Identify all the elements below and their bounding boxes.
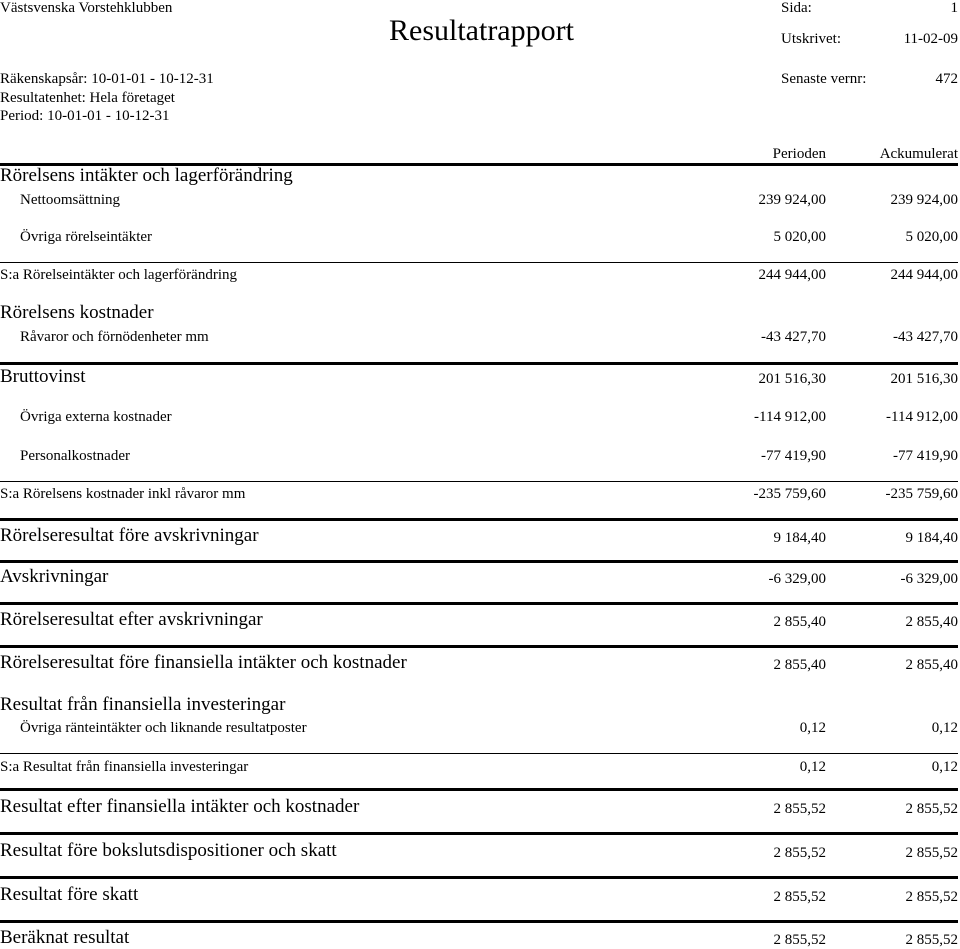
row-value-period: 201 516,30 — [758, 371, 826, 387]
row-label: Råvaror och förnödenheter mm — [20, 329, 209, 345]
row-label: Nettoomsättning — [20, 192, 120, 208]
section-divider — [0, 832, 958, 835]
row-label: Personalkostnader — [20, 448, 130, 464]
row-value-period: 2 855,52 — [773, 801, 826, 817]
row-value-period: 0,12 — [799, 759, 826, 775]
row-value-period: 244 944,00 — [758, 267, 826, 283]
row-value-accumulated: 239 924,00 — [890, 192, 958, 208]
last-vernr-value: 472 — [935, 71, 958, 87]
row-label: Resultat före bokslutsdispositioner och skatt — [0, 840, 337, 861]
table-row — [0, 650, 960, 674]
row-value-period: 2 855,40 — [773, 614, 826, 630]
row-label: Beräknat resultat — [0, 927, 130, 948]
printed-label: Utskrivet: — [781, 31, 841, 47]
row-label: Rörelsens intäkter och lagerförändring — [0, 165, 293, 186]
report-period: Period: 10-01-01 - 10-12-31 — [0, 108, 170, 124]
row-value-accumulated: 244 944,00 — [890, 267, 958, 283]
row-label: Rörelseresultat före avskrivningar — [0, 525, 259, 546]
column-header-accumulated: Ackumulerat — [879, 146, 958, 162]
last-vernr-label: Senaste vernr: — [781, 71, 867, 87]
table-row — [0, 838, 960, 862]
row-label: S:a Rörelseintäkter och lagerförändring — [0, 267, 237, 283]
table-row — [0, 441, 960, 465]
section-divider — [0, 645, 958, 648]
row-value-accumulated: 2 855,52 — [905, 845, 958, 861]
company-name: Västsvenska Vorstehklubben — [0, 0, 173, 16]
section-divider — [0, 560, 958, 563]
page-label: Sida: — [781, 0, 812, 16]
table-row — [0, 479, 960, 503]
column-header-period: Perioden — [772, 146, 826, 162]
row-value-period: 2 855,40 — [773, 657, 826, 673]
row-value-period: 2 855,52 — [773, 845, 826, 861]
row-value-accumulated: 201 516,30 — [890, 371, 958, 387]
table-row — [0, 364, 960, 388]
row-value-accumulated: -77 419,90 — [893, 448, 958, 464]
table-row — [0, 564, 960, 588]
row-value-period: 2 855,52 — [773, 932, 826, 948]
section-divider — [0, 920, 958, 923]
page-number: 1 — [950, 0, 958, 16]
row-label: Resultat efter finansiella intäkter och kostnader — [0, 796, 360, 817]
row-label: Resultat från finansiella investeringar — [0, 694, 286, 715]
fiscal-year: Räkenskapsår: 10-01-01 - 10-12-31 — [0, 71, 214, 87]
printed-date: 11-02-09 — [903, 31, 958, 47]
row-label: S:a Resultat från finansiella investeringar — [0, 759, 249, 775]
report-title: Resultatrapport — [389, 14, 574, 47]
table-row — [0, 402, 960, 426]
row-value-period: -43 427,70 — [761, 329, 826, 345]
row-label: S:a Rörelsens kostnader inkl råvaror mm — [0, 486, 246, 502]
section-divider — [0, 788, 958, 791]
row-label: Övriga ränteintäkter och liknande resultatposter — [20, 720, 307, 736]
table-row — [0, 322, 960, 346]
row-value-period: 5 020,00 — [773, 229, 826, 245]
section-divider — [0, 876, 958, 879]
table-row — [0, 222, 960, 246]
row-label: Övriga rörelseintäkter — [20, 229, 153, 245]
section-divider — [0, 518, 958, 521]
table-row — [0, 300, 960, 324]
row-value-period: 0,12 — [799, 720, 826, 736]
table-row — [0, 713, 960, 737]
row-label: Avskrivningar — [0, 566, 109, 587]
table-row — [0, 925, 960, 949]
row-label: Bruttovinst — [0, 366, 86, 387]
section-divider — [0, 602, 958, 605]
row-value-period: 239 924,00 — [758, 192, 826, 208]
table-row — [0, 260, 960, 284]
table-row — [0, 794, 960, 818]
row-value-period: -6 329,00 — [768, 571, 826, 587]
row-value-accumulated: 9 184,40 — [905, 530, 958, 546]
table-row — [0, 163, 960, 187]
row-label: Rörelseresultat efter avskrivningar — [0, 609, 263, 630]
table-row — [0, 882, 960, 906]
result-unit: Resultatenhet: Hela företaget — [0, 90, 175, 106]
table-row — [0, 752, 960, 776]
row-value-period: -114 912,00 — [754, 409, 826, 425]
row-value-accumulated: 2 855,52 — [905, 889, 958, 905]
table-row — [0, 185, 960, 209]
table-row — [0, 607, 960, 631]
table-row — [0, 523, 960, 547]
row-value-accumulated: 2 855,40 — [905, 657, 958, 673]
row-label: Övriga externa kostnader — [20, 409, 172, 425]
row-value-accumulated: 2 855,52 — [905, 932, 958, 948]
row-value-accumulated: -114 912,00 — [886, 409, 958, 425]
row-value-accumulated: -43 427,70 — [893, 329, 958, 345]
row-value-accumulated: 0,12 — [931, 759, 958, 775]
row-value-period: 2 855,52 — [773, 889, 826, 905]
row-value-accumulated: 5 020,00 — [905, 229, 958, 245]
row-value-accumulated: 2 855,52 — [905, 801, 958, 817]
row-value-accumulated: 2 855,40 — [905, 614, 958, 630]
row-label: Rörelsens kostnader — [0, 302, 154, 323]
row-value-period: 9 184,40 — [773, 530, 826, 546]
row-value-accumulated: -235 759,60 — [885, 486, 958, 502]
row-value-period: -77 419,90 — [761, 448, 826, 464]
row-value-accumulated: 0,12 — [931, 720, 958, 736]
row-value-accumulated: -6 329,00 — [900, 571, 958, 587]
row-label: Resultat före skatt — [0, 884, 139, 905]
row-label: Rörelseresultat före finansiella intäkter och kostnader — [0, 652, 407, 673]
row-value-period: -235 759,60 — [753, 486, 826, 502]
